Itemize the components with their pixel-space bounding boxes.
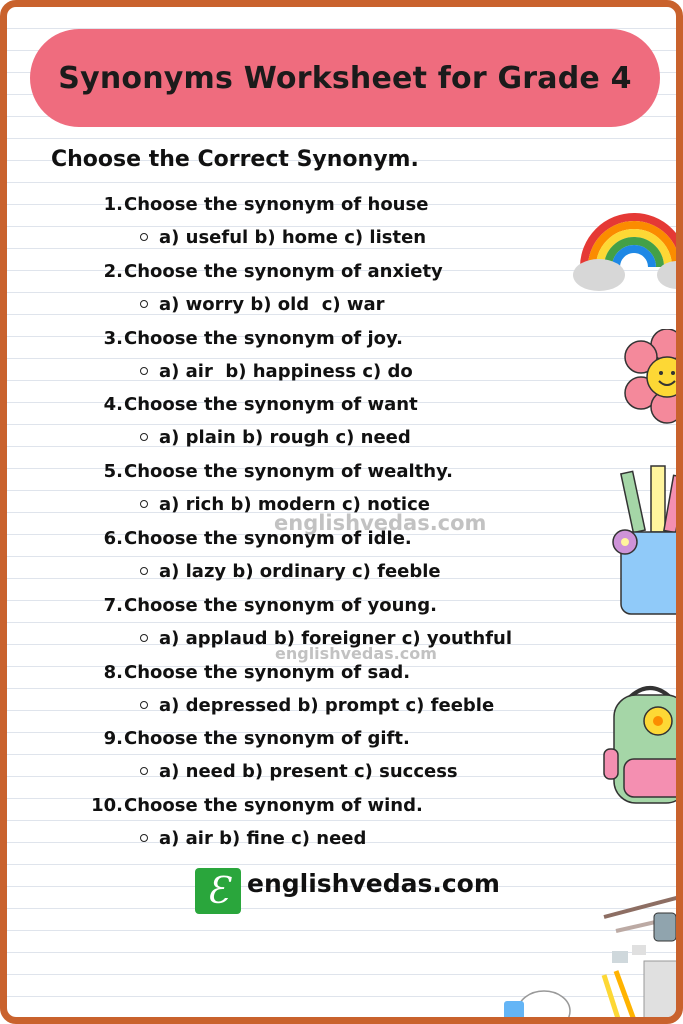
question-text: Choose the synonym of wind.: [124, 794, 423, 816]
options-text: a) air b) fine c) need: [159, 827, 367, 849]
logo-letter: Ɛ: [206, 870, 230, 912]
question-text: Choose the synonym of joy.: [124, 327, 403, 349]
site-name[interactable]: englishvedas.com: [247, 869, 500, 898]
bullet-circle-icon: [140, 567, 148, 575]
options-text: a) depressed b) prompt c) feeble: [159, 694, 495, 716]
bullet-circle-icon: [140, 367, 148, 375]
question-text: Choose the synonym of house: [124, 193, 429, 215]
question-text: Choose the synonym of idle.: [124, 527, 412, 549]
pencil-pot-icon: [607, 462, 683, 622]
options-text: a) plain b) rough c) need: [159, 426, 411, 448]
question-number: 3.: [103, 327, 123, 349]
options-text: a) worry b) old c) war: [159, 293, 385, 315]
backpack-icon: [600, 679, 683, 807]
question-number: 9.: [103, 727, 123, 749]
site-logo: [195, 868, 241, 914]
question-number: 5.: [103, 460, 123, 482]
question-item: [7, 790, 683, 820]
page-title: Synonyms Worksheet for Grade 4: [58, 60, 632, 96]
bullet-circle-icon: [140, 500, 148, 508]
question-item: [7, 389, 683, 419]
answer-options: [7, 690, 683, 720]
question-text: Choose the synonym of young.: [124, 594, 437, 616]
smiling-flower-icon: [619, 329, 683, 424]
bullet-circle-icon: [140, 767, 148, 775]
watermark-main: englishvedas.com: [274, 511, 487, 535]
question-number: 6.: [103, 527, 123, 549]
bullet-circle-icon: [140, 701, 148, 709]
answer-options: [7, 356, 683, 386]
answer-options: [7, 422, 683, 452]
question-number: 7.: [103, 594, 123, 616]
answer-options: [7, 823, 683, 853]
bullet-circle-icon: [140, 834, 148, 842]
question-number: 2.: [103, 260, 123, 282]
question-number: 4.: [103, 393, 123, 415]
question-text: Choose the synonym of want: [124, 393, 418, 415]
question-item: [7, 723, 683, 753]
bullet-circle-icon: [140, 634, 148, 642]
rainbow-icon: [569, 197, 683, 297]
answer-options: [7, 556, 683, 586]
options-text: a) useful b) home c) listen: [159, 226, 427, 248]
options-text: a) need b) present c) success: [159, 760, 458, 782]
section-heading: Choose the Correct Synonym.: [51, 147, 419, 172]
question-item: [7, 590, 683, 620]
question-item: [7, 323, 683, 353]
question-number: 8.: [103, 661, 123, 683]
question-text: Choose the synonym of wealthy.: [124, 460, 453, 482]
question-number: 1.: [103, 193, 123, 215]
options-text: a) air b) happiness c) do: [159, 360, 413, 382]
watermark-small: englishvedas.com: [275, 644, 437, 663]
options-text: a) applaud b) foreigner c) youthful: [159, 627, 513, 649]
bullet-circle-icon: [140, 300, 148, 308]
options-text: a) lazy b) ordinary c) feeble: [159, 560, 441, 582]
bullet-circle-icon: [140, 233, 148, 241]
answer-options: [7, 756, 683, 786]
question-number: 10.: [91, 794, 123, 816]
question-text: Choose the synonym of anxiety: [124, 260, 443, 282]
title-banner: [30, 29, 660, 127]
question-text: Choose the synonym of sad.: [124, 661, 411, 683]
options-text: a) rich b) modern c) notice: [159, 493, 430, 515]
bullet-circle-icon: [140, 433, 148, 441]
question-item: [7, 456, 683, 486]
question-text: Choose the synonym of gift.: [124, 727, 410, 749]
art-supplies-icon: [504, 887, 683, 1024]
